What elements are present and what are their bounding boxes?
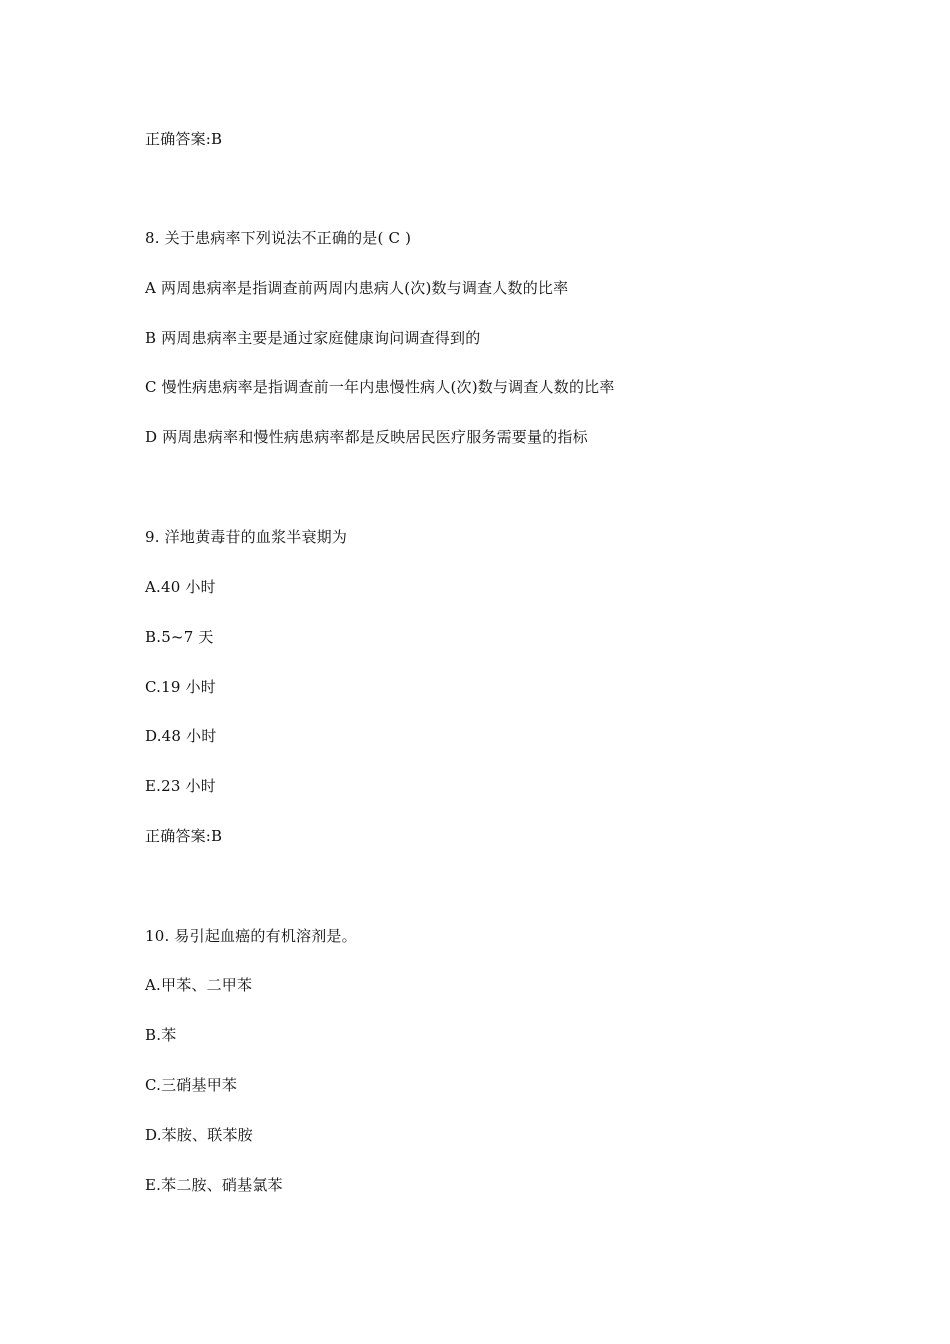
q9-question: 9. 洋地黄毒苷的血浆半衰期为	[145, 528, 348, 546]
q8-option-a: A 两周患病率是指调查前两周内患病人(次)数与调查人数的比率	[145, 279, 569, 297]
q9-answer: 正确答案:B	[145, 827, 223, 845]
q7-answer: 正确答案:B	[145, 130, 223, 148]
q10-option-a: A.甲苯、二甲苯	[145, 976, 253, 994]
q9-option-c: C.19 小时	[145, 678, 216, 696]
q9-option-e: E.23 小时	[145, 777, 216, 795]
q8-option-c: C 慢性病患病率是指调查前一年内患慢性病人(次)数与调查人数的比率	[145, 378, 615, 396]
q9-option-d: D.48 小时	[145, 727, 217, 745]
q10-option-e: E.苯二胺、硝基氯苯	[145, 1176, 283, 1194]
q10-option-b: B.苯	[145, 1026, 177, 1044]
q10-option-c: C.三硝基甲苯	[145, 1076, 238, 1094]
q9-option-a: A.40 小时	[145, 578, 216, 596]
q8-option-d: D 两周患病率和慢性病患病率都是反映居民医疗服务需要量的指标	[145, 428, 588, 446]
q10-question: 10. 易引起血癌的有机溶剂是。	[145, 927, 357, 945]
q8-question: 8. 关于患病率下列说法不正确的是( C )	[145, 229, 412, 247]
q8-option-b: B 两周患病率主要是通过家庭健康询问调查得到的	[145, 329, 481, 347]
q10-option-d: D.苯胺、联苯胺	[145, 1126, 253, 1144]
q9-option-b: B.5~7 天	[145, 628, 214, 646]
